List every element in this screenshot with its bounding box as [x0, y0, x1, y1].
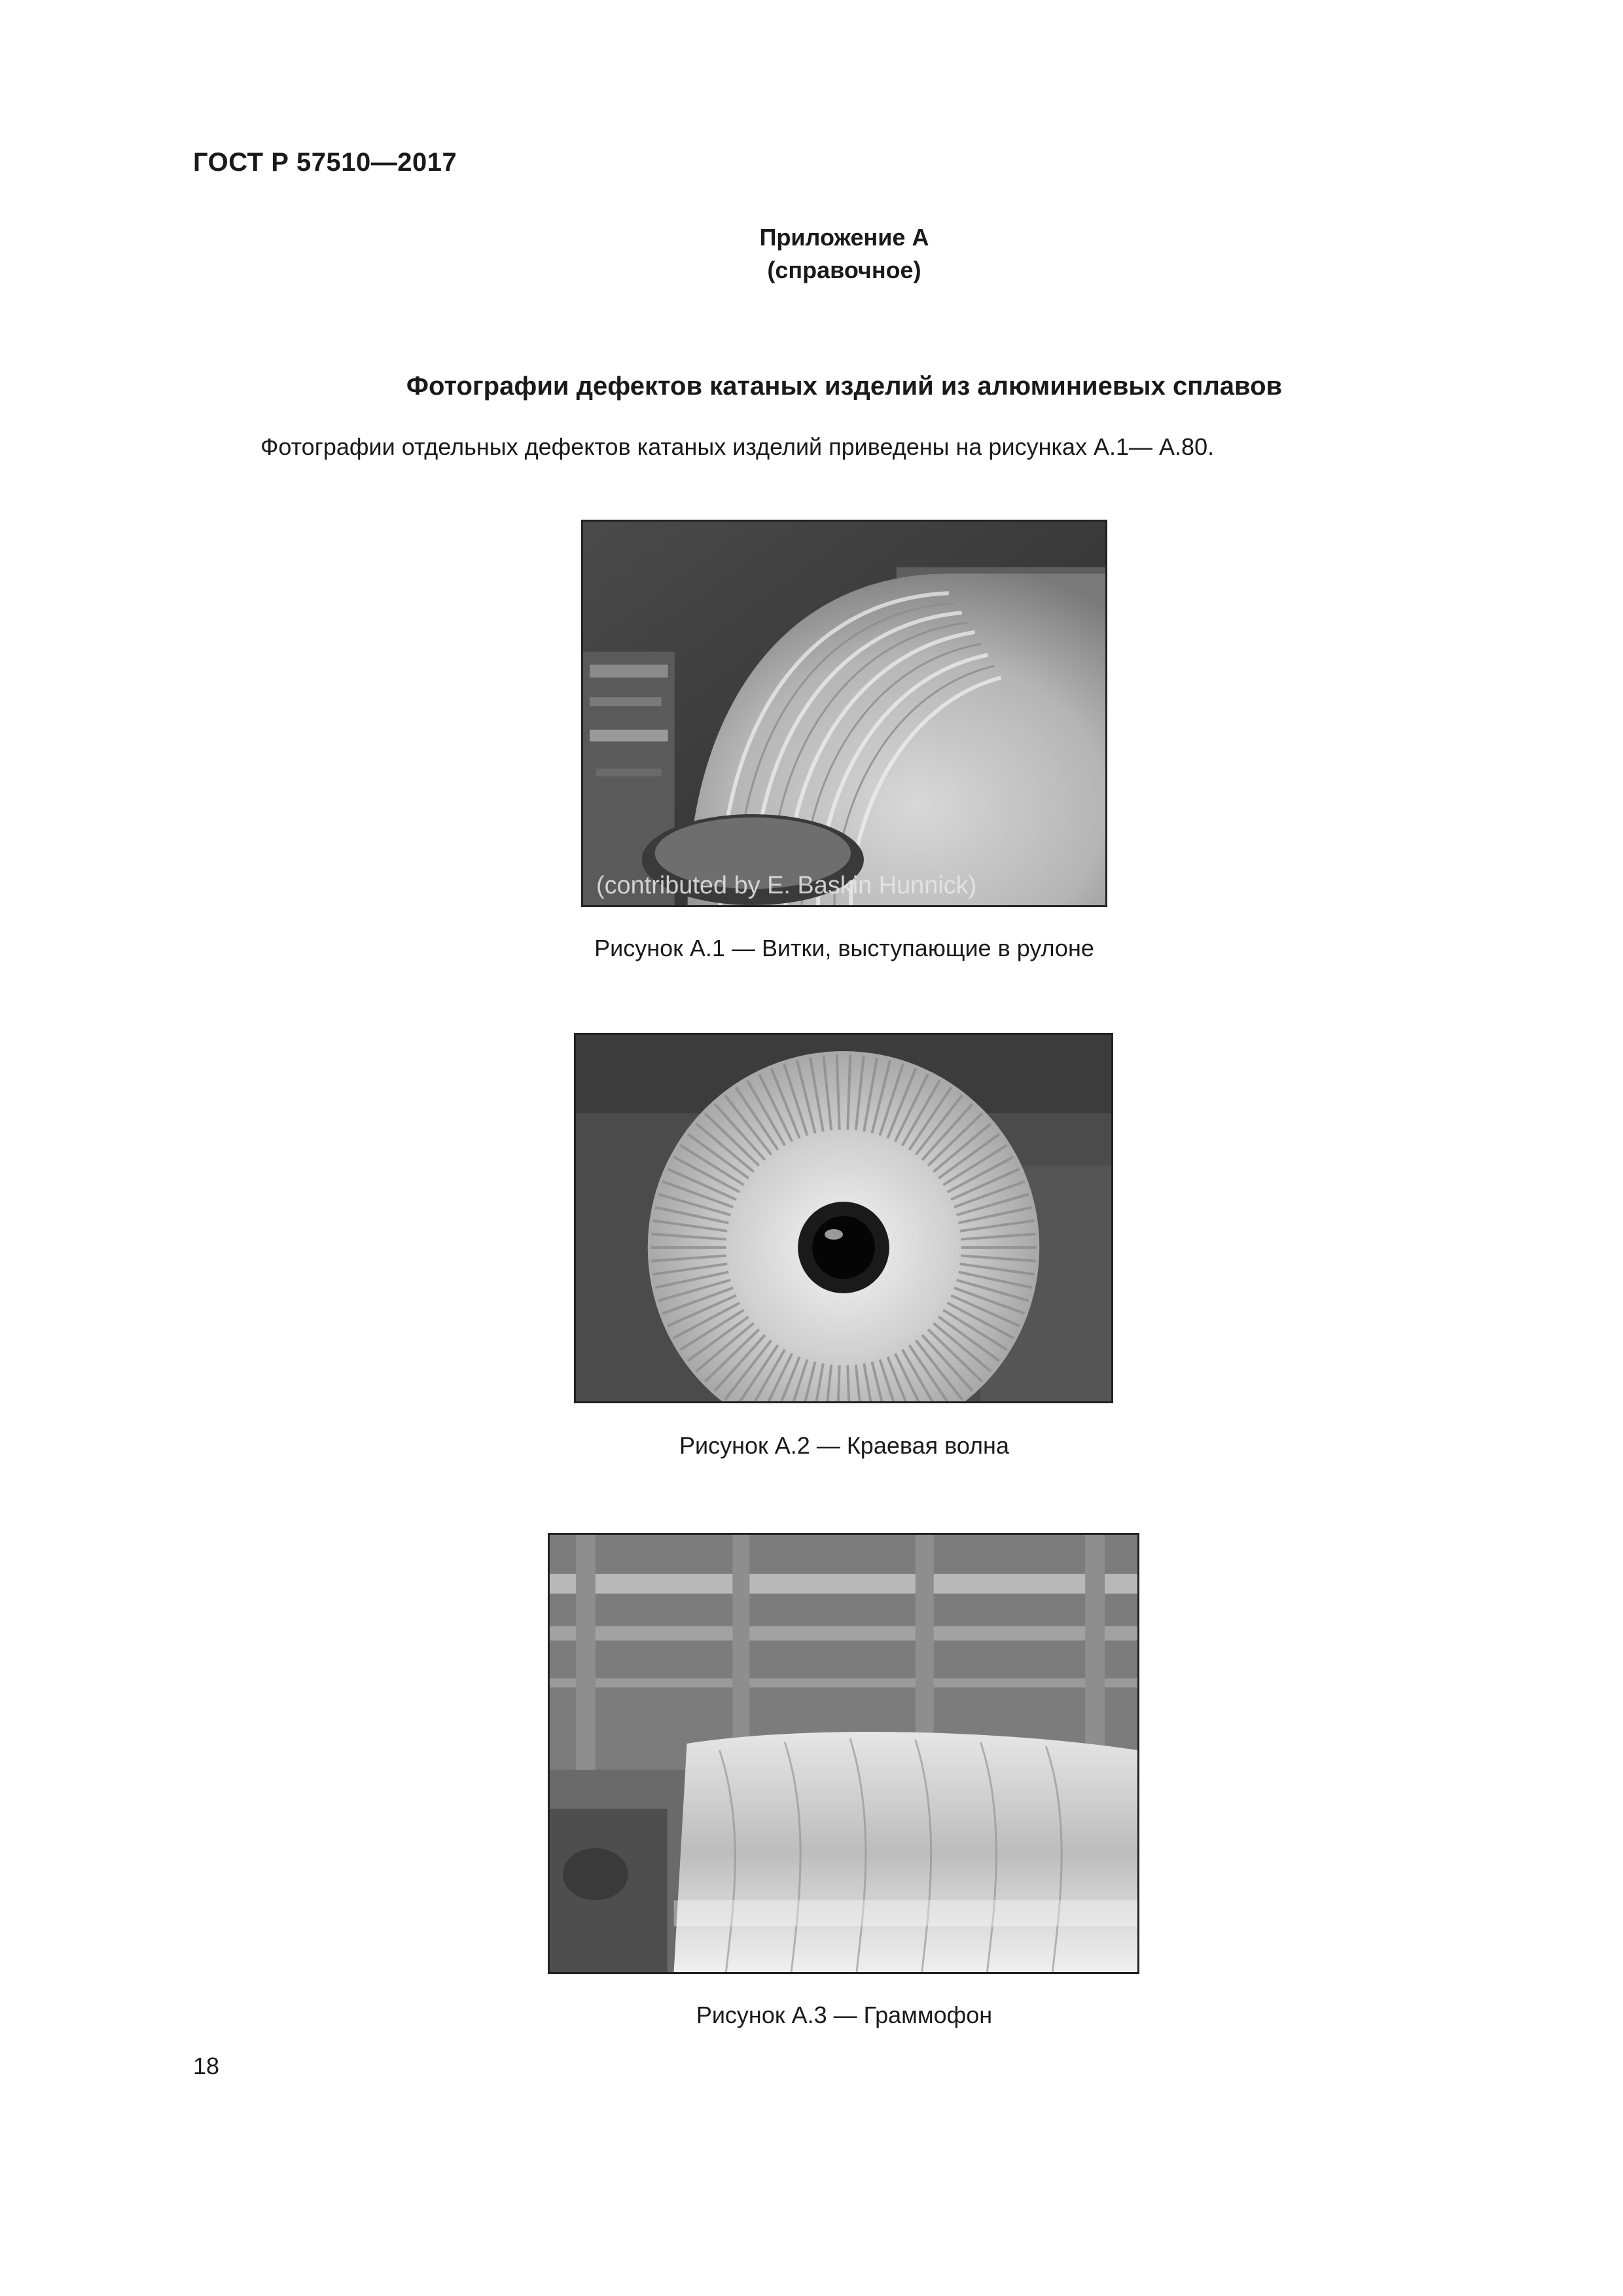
intro-paragraph: Фотографии отдельных дефектов катаных изделий приведены на рисунках А.1— А.80. — [260, 433, 1215, 460]
figure-a2-photo — [574, 1033, 1113, 1403]
standard-code: ГОСТ Р 57510—2017 — [193, 148, 457, 177]
figure-a3-photo — [548, 1533, 1139, 1974]
figure-a1-credit: (contributed by E. Baskin Hunnick) — [596, 872, 977, 900]
page-number: 18 — [193, 2053, 220, 2079]
figure-a2-caption: Рисунок А.2 — Краевая волна — [679, 1432, 1009, 1459]
figure-a1-photo — [581, 520, 1107, 907]
figure-a1-caption: Рисунок А.1 — Витки, выступающие в рулоне — [594, 935, 1094, 961]
figure-a2-image — [576, 1035, 1111, 1401]
figure-a3-caption: Рисунок А.3 — Граммофон — [696, 2001, 993, 2028]
annex-title: Приложение А — [759, 224, 929, 251]
annex-kind: (справочное) — [767, 257, 921, 283]
section-title: Фотографии дефектов катаных изделий из алюминиевых сплавов — [406, 372, 1283, 401]
figure-a3-image — [550, 1535, 1137, 1972]
figure-a1-image — [583, 522, 1105, 905]
